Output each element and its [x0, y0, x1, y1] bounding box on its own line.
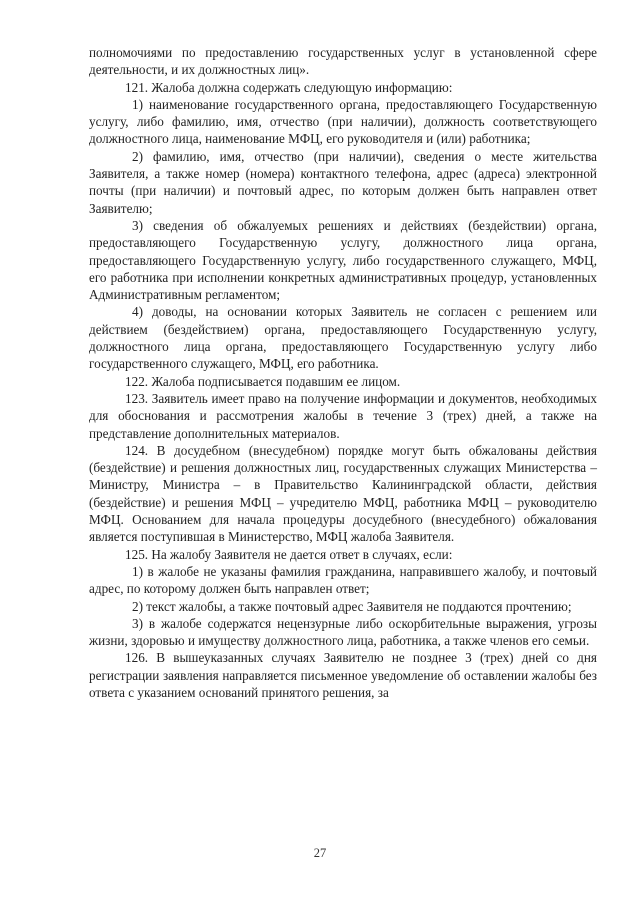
paragraph: 121. Жалоба должна содержать следующую информацию:: [125, 79, 453, 95]
paragraph: 2) фамилию, имя, отчество (при наличии), сведения о месте жительства Заявителя, а также номер (номера) контактного телефона, адрес (адреса) электронной почты (при наличии) и почтовый адрес, по которым должен быть направлен ответ Заявителю;: [89, 148, 597, 216]
paragraph: 126. В вышеуказанных случаях Заявителю не позднее 3 (трех) дней со дня регистрации заявления направляется письменное уведомление об оставлении жалобы без ответа с указанием оснований принятого решения, за: [89, 650, 597, 700]
paragraph: 1) в жалобе не указаны фамилия гражданина, направившего жалобу, и почтовый адрес, по которому должен быть направлен ответ;: [89, 563, 597, 597]
paragraph: 123. Заявитель имеет право на получение информации и документов, необходимых для обоснования и рассмотрения жалобы в течение 3 (трех) дней, а также на представление дополнительных материалов.: [89, 390, 597, 441]
paragraph: 3) в жалобе содержатся нецензурные либо оскорбительные выражения, угрозы жизни, здоровью и имуществу должностного лица, работника, а также членов его семьи.: [89, 615, 597, 649]
document-body: [89, 44, 597, 701]
paragraph: 3) сведения об обжалуемых решениях и действиях (бездействии) органа, предоставляющего Государственную услугу, должностного лица органа, предоставляющего Государственную услугу, либо государственного служащего, МФЦ, его работника при исполнении конкретных административных процедур, установленных Административным регламентом;: [89, 217, 597, 303]
paragraph: 125. На жалобу Заявителя не дается ответ в случаях, если:: [125, 546, 453, 562]
paragraph: полномочиями по предоставлению государственных услуг в установленной сфере деятельности, и их должностных лиц».: [89, 45, 597, 78]
paragraph: 122. Жалоба подписывается подавшим ее лицом.: [125, 373, 401, 389]
paragraph: 2) текст жалобы, а также почтовый адрес Заявителя не поддаются прочтению;: [132, 598, 572, 614]
paragraph: 4) доводы, на основании которых Заявитель не согласен с решением или действием (бездействием) органа, предоставляющего Государственную услугу, должностного лица органа, предоставляющего Государственную услугу либо государственного служащего, МФЦ, его работника.: [89, 304, 597, 372]
paragraph: 124. В досудебном (внесудебном) порядке могут быть обжалованы действия (бездействие) и решения должностных лиц, государственных служащих Министерства – Министру, Министра – в Правительство Калининградской области, действия (бездействие) и решения МФЦ – учредителю МФЦ, работника МФЦ – руководителю МФЦ. Основанием для начала процедуры досудебного (внесудебного) обжалования является поступившая в Министерство, МФЦ жалоба Заявителя.: [89, 442, 597, 545]
paragraph: 1) наименование государственного органа, предоставляющего Государственную услугу, либо фамилию, имя, отчество (при наличии), должность соответствующего должностного лица, наименование МФЦ, его руководителя и (или) работника;: [89, 96, 597, 147]
page-number: 27: [313, 846, 327, 860]
